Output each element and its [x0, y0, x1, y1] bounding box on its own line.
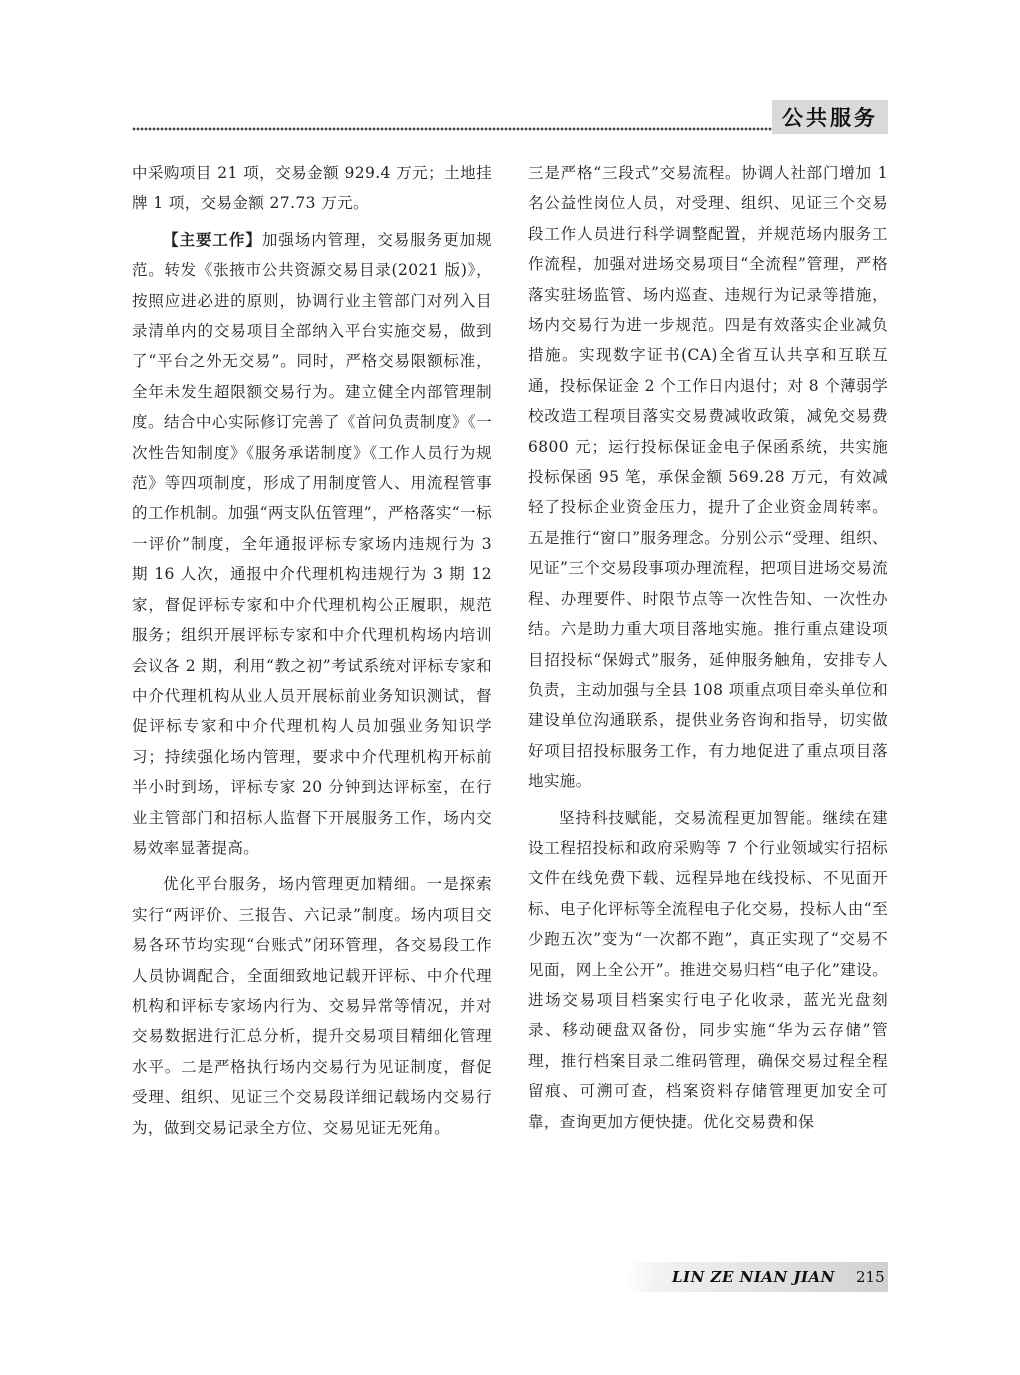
main-work-label: 【主要工作】: [163, 230, 262, 249]
right-column: [528, 158, 888, 1137]
header-dotted-rule: [132, 124, 780, 134]
section-label: 公共服务: [772, 100, 888, 134]
journal-name: LIN ZE NIAN JIAN: [672, 1268, 835, 1286]
paragraph: 三是严格“三段式”交易流程。协调人社部门增加 1 名公益性岗位人员，对受理、组织、见证三个交易段工作人员进行科学调整配置，并规范场内服务工作流程，加强对进场交易项目“全流程”管理，严格落实驻场监管、场内巡查、违规行为记录等措施，场内交易行为进一步规范。四是有效落实企业减负措施。实现数字证书(CA)全省互认共享和互联互通，投标保证金 2 个工作日内退付；对 8 个薄弱学校改造工程项目落实交易费减收政策，减免交易费 6800 元；运行投标保证金电子保函系统，共实施投标保函 95 笔，承保金额 569.28 万元，有效减轻了投标企业资金压力，提升了企业资金周转率。五是推行“窗口”服务理念。分别公示“受理、组织、见证”三个交易段事项办理流程，把项目进场交易流程、办理要件、时限节点等一次性告知、一次性办结。六是助力重大项目落地实施。推行重点建设项目招投标“保姆式”服务，延伸服务触角，安排专人负责，主动加强与全县 108 项重点项目牵头单位和建设单位沟通联系，提供业务咨询和指导，切实做好项目招投标服务工作，有力地促进了重点项目落地实施。: [528, 164, 888, 791]
page-number: 215: [856, 1268, 885, 1286]
paragraph: 优化平台服务，场内管理更加精细。一是探索实行“两评价、三报告、六记录”制度。场内项目交易各环节均实现“台账式”闭环管理，各交易段工作人员协调配合，全面细致地记载开评标、中介代理机构和评标专家场内行为、交易异常等情况，并对交易数据进行汇总分析，提升交易项目精细化管理水平。二是严格执行场内交易行为见证制度，督促受理、组织、见证三个交易段详细记载场内交易行为，做到交易记录全方位、交易见证无死角。: [132, 875, 492, 1137]
paragraph: 中采购项目 21 项，交易金额 929.4 万元；土地挂牌 1 项，交易金额 27.73 万元。: [132, 164, 492, 213]
paragraph-main-work: [132, 225, 492, 864]
left-column: [132, 158, 492, 1143]
paragraph-text: 加强场内管理，交易服务更加规范。转发《张掖市公共资源交易目录(2021 版)》，按照应进必进的原则，协调行业主管部门对列入目录清单内的交易项目全部纳入平台实施交易，做到了“平台之外无交易”。同时，严格交易限额标准，全年未发生超限额交易行为。建立健全内部管理制度。结合中心实际修订完善了《首问负责制度》《一次性告知制度》《服务承诺制度》《工作人员行为规范》等四项制度，形成了用制度管人、用流程管事的工作机制。加强“两支队伍管理”，严格落实“一标一评价”制度，全年通报评标专家场内违规行为 3 期 16 人次，通报中介代理机构违规行为 3 期 12 家，督促评标专家和中介代理机构公正履职，规范服务；组织开展评标专家和中介代理机构场内培训会议各 2 期，利用“教之初”考试系统对评标专家和中介代理机构从业人员开展标前业务知识测试，督促评标专家和中介代理机构人员加强业务知识学习；持续强化场内管理，要求中介代理机构开标前半小时到场，评标专家 20 分钟到达评标室，在行业主管部门和招标人监督下开展服务工作，场内交易效率显著提高。: [132, 230, 492, 857]
paragraph: 坚持科技赋能，交易流程更加智能。继续在建设工程招投标和政府采购等 7 个行业领域实行招标文件在线免费下载、远程异地在线投标、不见面开标、电子化评标等全流程电子化交易，投标人由“至少跑五次”变为“一次都不跑”，真正实现了“交易不见面，网上全公开”。推进交易归档“电子化”建设。进场交易项目档案实行电子化收录，蓝光光盘刻录、移动硬盘双备份，同步实施“华为云存储”管理，推行档案目录二维码管理，确保交易过程全程留痕、可溯可查，档案资料存储管理更加安全可靠，查询更加方便快捷。优化交易费和保: [528, 808, 888, 1131]
